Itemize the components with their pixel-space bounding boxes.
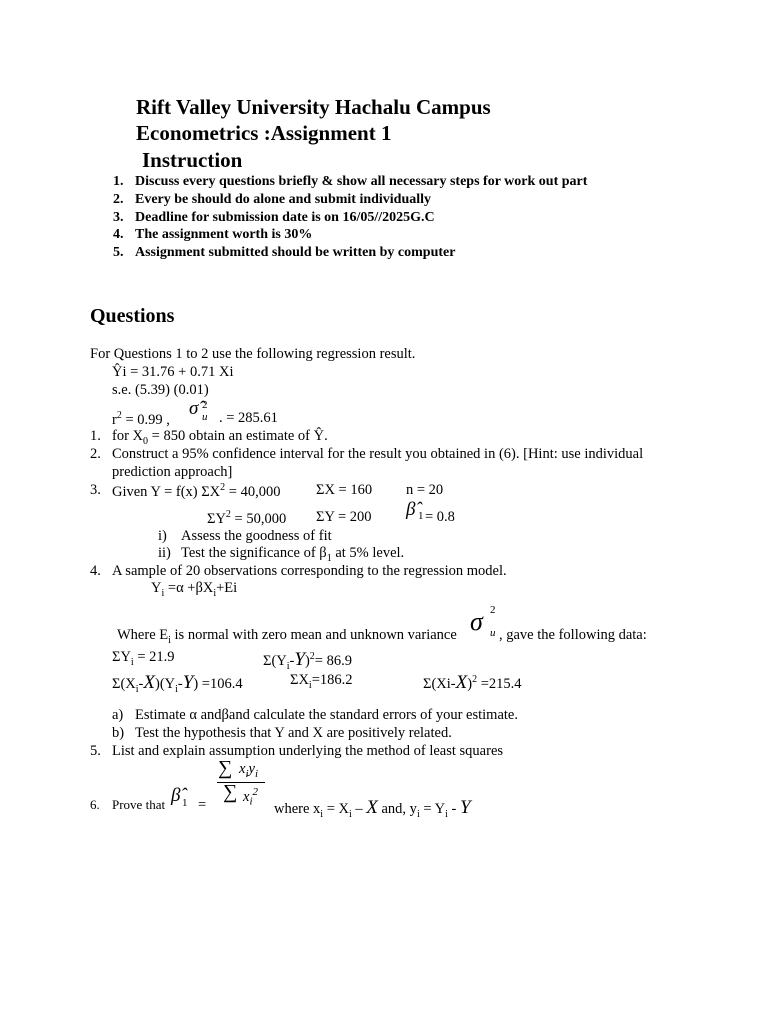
standard-errors: s.e. (5.39) (0.01) bbox=[112, 382, 209, 398]
q3-beta-hat: β̂ bbox=[406, 499, 416, 520]
q6-beta-hat: β̂ bbox=[171, 785, 181, 806]
q4-data-sum-x: $\Sigma X_i=186.2$ bbox=[290, 672, 353, 691]
sigma-value: . = 285.61 bbox=[219, 410, 278, 426]
q3-sum-x: ΣX = 160 bbox=[316, 482, 373, 498]
q3-sum-y: ΣY = 200 bbox=[316, 509, 372, 525]
q4-data-cross: $\Sigma(X_i-X)(Y_i-Y) =106.4$ bbox=[112, 672, 243, 695]
q4-sigma-sup: 2 bbox=[490, 604, 496, 616]
q4-num: 4. bbox=[90, 563, 101, 579]
q6-prove: Prove that bbox=[112, 797, 166, 812]
instruction-heading: Instruction bbox=[142, 148, 243, 172]
q6-numerator-sigma: ∑ bbox=[218, 757, 233, 779]
q1-text: for $X_0 = 850$ obtain an estimate of Ŷ. bbox=[112, 428, 328, 447]
q3-i-text: Assess the goodness of fit bbox=[181, 528, 332, 544]
q4-data-sum-y: $\Sigma Y_i = 21.9$ bbox=[112, 649, 175, 668]
sigma-hat-symbol: σ̂ bbox=[189, 398, 199, 419]
questions-heading: Questions bbox=[90, 305, 175, 327]
q3-ii-num: ii) bbox=[158, 545, 171, 561]
q3-num: 3. bbox=[90, 482, 101, 498]
q4-b-num: b) bbox=[112, 725, 125, 741]
q3-ii-text: Test the significance of $\beta_1$ at 5% level. bbox=[181, 545, 405, 564]
course-title: Econometrics :Assignment 1 bbox=[136, 121, 392, 145]
q4-a-num: a) bbox=[112, 707, 124, 723]
q2-num: 2. bbox=[90, 446, 101, 462]
q4-data-ss-y: $\Sigma(Y_i-Y)^2= 86.9$ bbox=[263, 649, 352, 672]
sigma-hat-sup: 2 bbox=[202, 399, 208, 411]
instruction-item: 4. The assignment worth is 30% bbox=[113, 227, 313, 242]
instruction-item: 1. Discuss every questions briefly & show all necessary steps for work out part bbox=[113, 174, 588, 189]
q6-denominator-sigma: ∑ bbox=[223, 781, 238, 803]
q6-denominator: $x_i^2$ bbox=[243, 786, 258, 808]
sigma-hat-sub: u bbox=[202, 411, 208, 423]
intro-text: For Questions 1 to 2 use the following regression result. bbox=[90, 346, 416, 362]
q5-num: 5. bbox=[90, 743, 101, 759]
instruction-item: 5. Assignment submitted should be written by computer bbox=[113, 245, 456, 260]
q3-n: n = 20 bbox=[406, 482, 444, 498]
q4-text: A sample of 20 observations corresponding to the regression model. bbox=[112, 563, 507, 579]
q2-text-line1: Construct a 95% confidence interval for the result you obtained in (6). [Hint: use individual bbox=[112, 446, 644, 462]
q1-num: 1. bbox=[90, 428, 101, 444]
q6-beta-sub: 1 bbox=[182, 797, 188, 809]
q3-sum-y2: $\Sigma Y^2 = 50,000$ bbox=[207, 509, 287, 527]
r-squared: $r^2 = 0.99$ , bbox=[112, 410, 170, 428]
q4-b-text: Test the hypothesis that Y and X are positively related. bbox=[135, 725, 452, 741]
regression-equation: Ŷi = 31.76 + 0.71 Xi bbox=[112, 364, 234, 380]
q3-given: Given Y = f(x) $\Sigma X^2 = 40,000$ bbox=[112, 482, 281, 500]
q4-data-ss-x: $\Sigma(Xi-X)^2 =215.4$ bbox=[423, 672, 522, 693]
q4-sigma-symbol: σ bbox=[470, 607, 483, 636]
q6-num: 6. bbox=[90, 797, 100, 812]
q6-numerator: $x_iy_i$ bbox=[239, 761, 258, 780]
q4-sigma-sub: u bbox=[490, 627, 496, 639]
q4-where-end: , gave the following data: bbox=[499, 627, 647, 643]
instruction-item: 2. Every be should do alone and submit individually bbox=[113, 192, 432, 207]
q5-text: List and explain assumption underlying the method of least squares bbox=[112, 743, 504, 759]
q4-a-text: Estimate α andβand calculate the standard errors of your estimate. bbox=[135, 707, 518, 723]
q6-where: where $x_i = X_i - X$ and, $y_i = Y_i - Y$ bbox=[274, 797, 471, 820]
q4-where-text: Where $E_i$ is normal with zero mean and unknown variance bbox=[117, 627, 457, 646]
q3-beta-value: = 0.8 bbox=[425, 509, 455, 525]
q2-text-line2: prediction approach] bbox=[112, 464, 233, 480]
q4-model: $Y_i =\alpha +\beta X_i+Ei$ bbox=[151, 580, 238, 599]
q3-i-num: i) bbox=[158, 528, 167, 544]
instruction-item: 3. Deadline for submission date is on 16/05//2025G.C bbox=[113, 210, 435, 225]
q6-equals: = bbox=[198, 797, 207, 813]
q3-beta-sub: 1 bbox=[418, 510, 424, 522]
university-title: Rift Valley University Hachalu Campus bbox=[136, 95, 491, 119]
